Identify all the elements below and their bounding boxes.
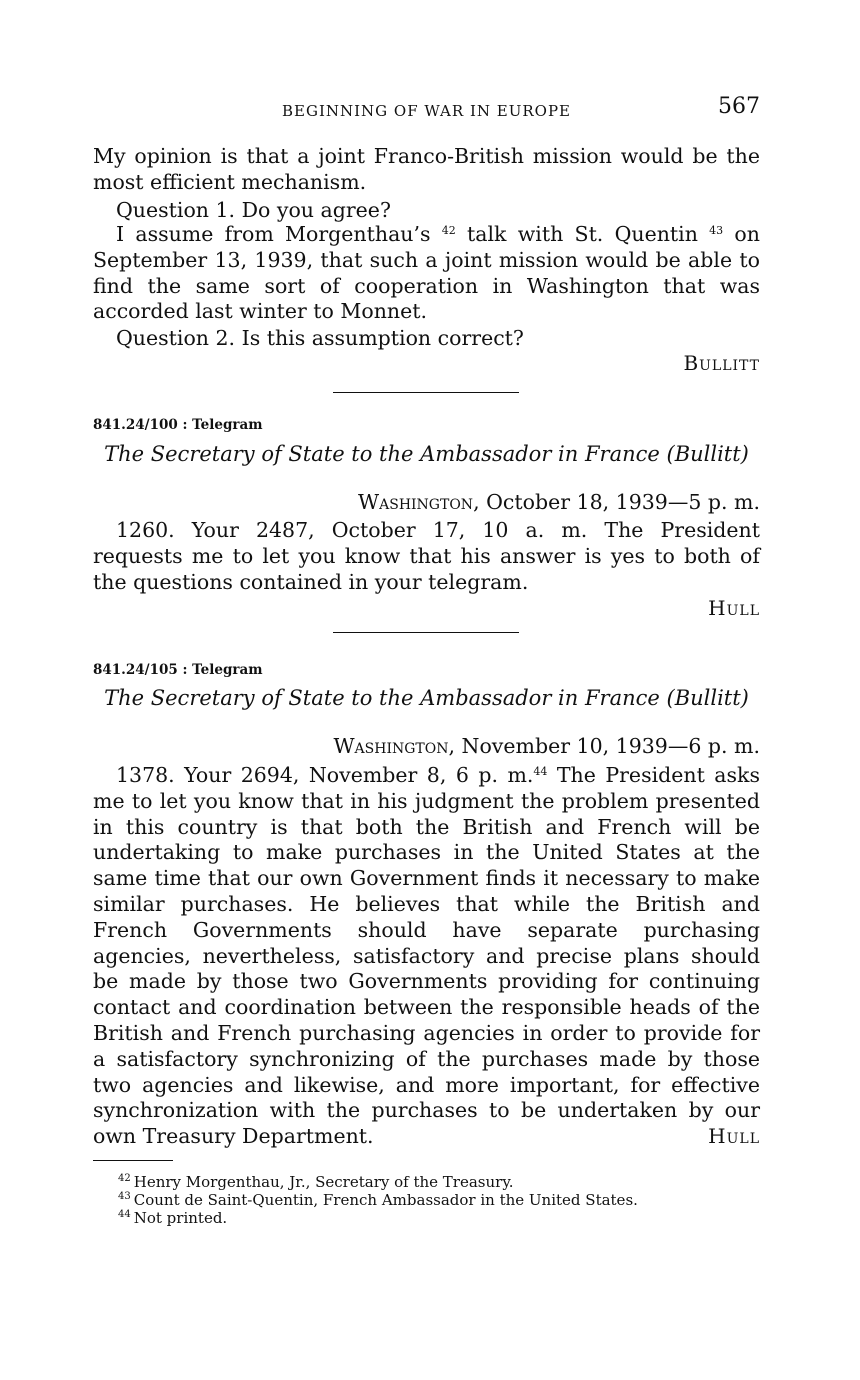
running-head: [93, 92, 760, 132]
signature-hull: Hull: [708, 596, 760, 620]
footnote: [118, 1173, 514, 1191]
footnote-ref-44: 44: [533, 765, 548, 778]
footnote-mark: 42: [118, 1173, 131, 1184]
paragraph-question-2: Question 2. Is this assumption correct?: [116, 326, 524, 350]
dateline-date: , November 10, 1939—6 p. m.: [448, 734, 760, 758]
assumption-text-middle: talk with St. Quentin: [455, 222, 698, 246]
heading-text: The Secretary of State to the Ambassador in France: [104, 686, 660, 710]
footnote-text: Count de Saint-Quentin, French Ambassador in the United States.: [133, 1191, 638, 1209]
footnote-mark: 44: [118, 1209, 131, 1220]
paragraph-question-1: Question 1. Do you agree?: [116, 198, 391, 222]
footnote: [118, 1191, 638, 1209]
dateline: [358, 490, 760, 514]
section-divider: [333, 632, 519, 633]
telegram-body: [93, 763, 760, 1150]
telegram-body-rest: The President asks me to let you know that in his judgment the problem presented in this country is that both the British and French will be undertaking to make purchases in the United States at the same time that our own Government finds it necessary to make similar purchases. He believes that while the British and French Governments should have separate purchasing agencies, nevertheless, satisfactory and precise plans should be made by those two Governments providing for continuing contact and coordination between the responsible heads of the British and French purchasing agencies in order to provide for a satisfactory synchronizing of the purchases made by those two agencies and likewise, and more important, for effective synchronization with the purchases to be undertaken by our own Treasury Department.: [93, 763, 760, 1149]
page-number: 567: [718, 94, 760, 119]
paragraph-opinion: My opinion is that a joint Franco-British mission would be the most efficient mechanism.: [93, 144, 760, 194]
signature-bullitt: Bullitt: [683, 351, 760, 375]
dateline-place: Washington: [358, 490, 474, 514]
footnote-divider: [93, 1160, 173, 1161]
running-title: BEGINNING OF WAR IN EUROPE: [281, 102, 571, 120]
document-heading: [93, 442, 760, 466]
footnote-text: Henry Morgenthau, Jr., Secretary of the Treasury.: [133, 1173, 514, 1191]
heading-name: (Bullitt): [666, 686, 749, 710]
footnote: [118, 1209, 227, 1227]
section-divider: [333, 392, 519, 393]
dateline-place: Washington: [333, 734, 449, 758]
heading-name: (Bullitt): [666, 442, 749, 466]
heading-text: The Secretary of State to the Ambassador in France: [104, 442, 660, 466]
footnote-mark: 43: [118, 1191, 131, 1202]
assumption-text-start: I assume from Morgenthau’s: [116, 222, 431, 246]
file-reference: 841.24/100 : Telegram: [93, 417, 263, 433]
paragraph-assumption: [93, 222, 760, 325]
dateline-date: , October 18, 1939—5 p. m.: [473, 490, 760, 514]
footnote-text: Not printed.: [133, 1209, 228, 1227]
dateline: [333, 734, 760, 758]
telegram-body-start: 1378. Your 2694, November 8, 6 p. m.: [116, 763, 534, 787]
assumption-text-end: on September 13, 1939, that such a joint mission would be able to find the same sort of cooperation in Washington that was accorded last winter to Monnet.: [93, 222, 760, 324]
footnote-ref-42: 42: [441, 224, 456, 237]
file-reference: 841.24/105 : Telegram: [93, 662, 263, 678]
document-heading: [93, 686, 760, 710]
telegram-body: 1260. Your 2487, October 17, 10 a. m. The President requests me to let you know that his answer is yes to both of the questions contained in your telegram.: [93, 518, 760, 594]
footnote-ref-43: 43: [709, 224, 724, 237]
signature-hull: Hull: [708, 1124, 760, 1148]
